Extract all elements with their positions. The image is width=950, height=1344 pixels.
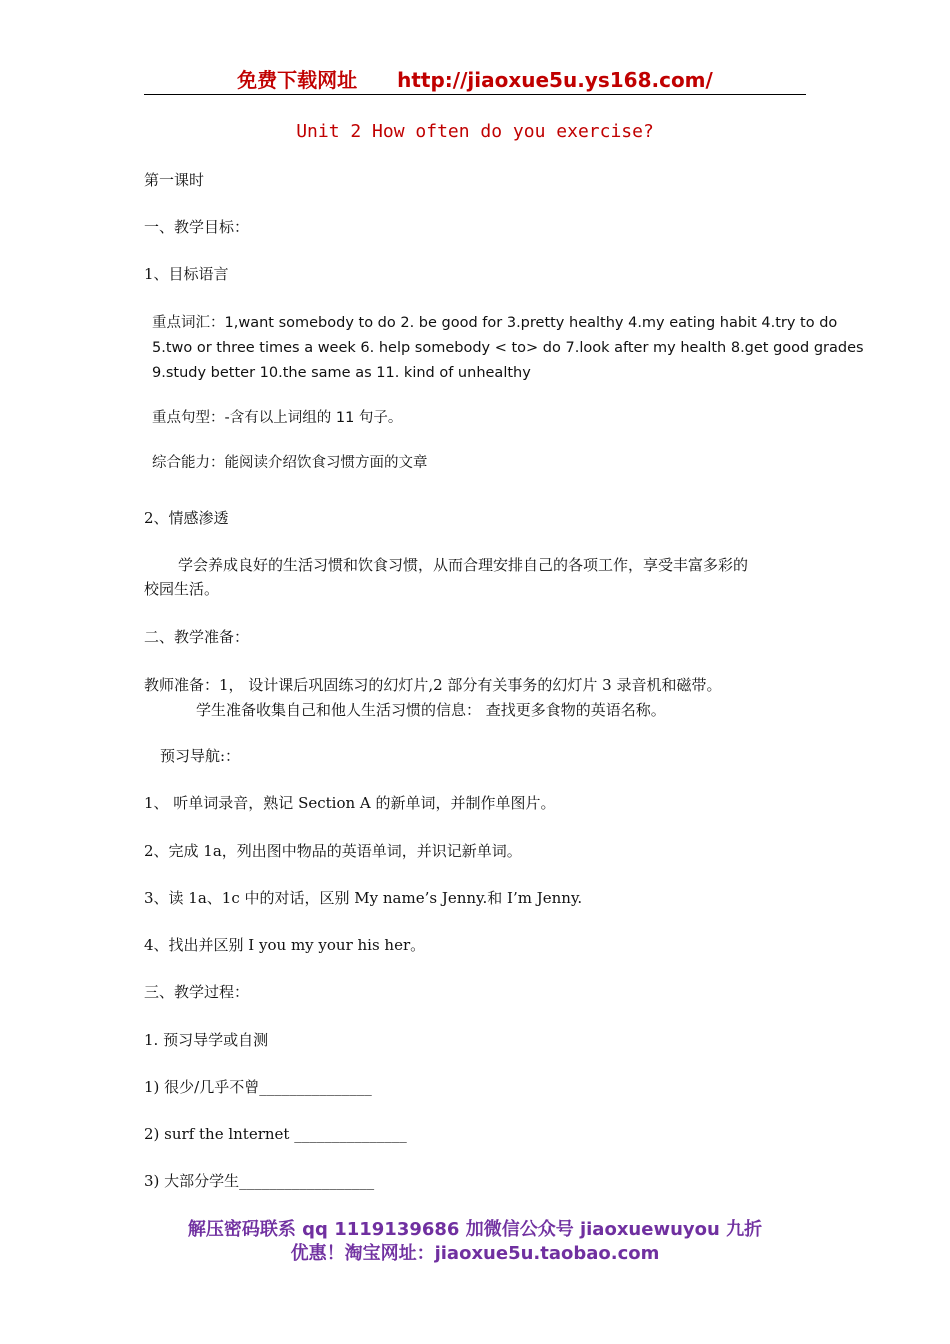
teacher-prep: 教师准备：1， 设计课后巩固练习的幻灯片,2 部分有关事务的幻灯片 3 录音机和磁带。 (144, 676, 722, 694)
student-prep: 学生准备收集自己和他人生活习惯的信息： 查找更多食物的英语名称。 (196, 701, 666, 719)
preview-item: 2、完成 1a，列出图中物品的英语单词，并识记新单词。 (144, 842, 522, 860)
lesson-label: 第一课时 (144, 171, 205, 189)
section3-step1: 1. 预习导学或自测 (144, 1031, 269, 1049)
footer-line-1: 解压密码联系 qq 1119139686 加微信公众号 jiaoxuewuyou 九折 (187, 1219, 763, 1240)
section2-heading: 二、教学准备： (144, 628, 250, 646)
comprehensive-ability: 综合能力：能阅读介绍饮食习惯方面的文章 (152, 455, 428, 471)
header-divider (144, 94, 806, 95)
footer-line-2: 优惠！淘宝网址：jiaoxue5u.taobao.com (290, 1243, 660, 1264)
vocab-line-3: 9.study better 10.the same as 11. kind of unhealthy (152, 365, 531, 381)
blank-item: 2) surf the lnternet _______________ (144, 1125, 407, 1143)
preview-item: 3、读 1a、1c 中的对话，区别 My name’s Jenny.和 I’m Jenny. (144, 889, 583, 907)
vocab-line-2: 5.two or three times a week 6. help somebody < to> do 7.look after my health 8.get good grades (152, 340, 864, 356)
header-url-link[interactable]: http://jiaoxue5u.ys168.com/ (397, 68, 713, 92)
vocab-line-1: 重点词汇：1,want somebody to do 2. be good for 3.pretty healthy 4.my eating habit 4.try to do (152, 315, 838, 331)
page-title: Unit 2 How often do you exercise? (296, 121, 654, 142)
section3-heading: 三、教学过程： (144, 983, 250, 1001)
emotion-line-1: 学会养成良好的生活习惯和饮食习惯，从而合理安排自己的各项工作，享受丰富多彩的 (178, 556, 749, 574)
preview-item: 4、找出并区别 I you my your his her。 (144, 936, 426, 954)
section1-sub2: 2、情感渗透 (144, 509, 229, 527)
key-sentences: 重点句型：-含有以上词组的 11 句子。 (152, 410, 403, 426)
page-header (0, 64, 950, 93)
header-label: 免费下载网址 (237, 68, 358, 92)
section1-sub1: 1、目标语言 (144, 265, 229, 283)
preview-heading: 预习导航:： (160, 747, 241, 765)
preview-item: 1、 听单词录音，熟记 Section A 的新单词，并制作单图片。 (144, 794, 556, 812)
emotion-line-2: 校园生活。 (144, 580, 220, 598)
blank-item: 3) 大部分学生__________________ (144, 1172, 375, 1190)
blank-item: 1) 很少/几乎不曾_______________ (144, 1078, 372, 1096)
section1-heading: 一、教学目标： (144, 218, 250, 236)
